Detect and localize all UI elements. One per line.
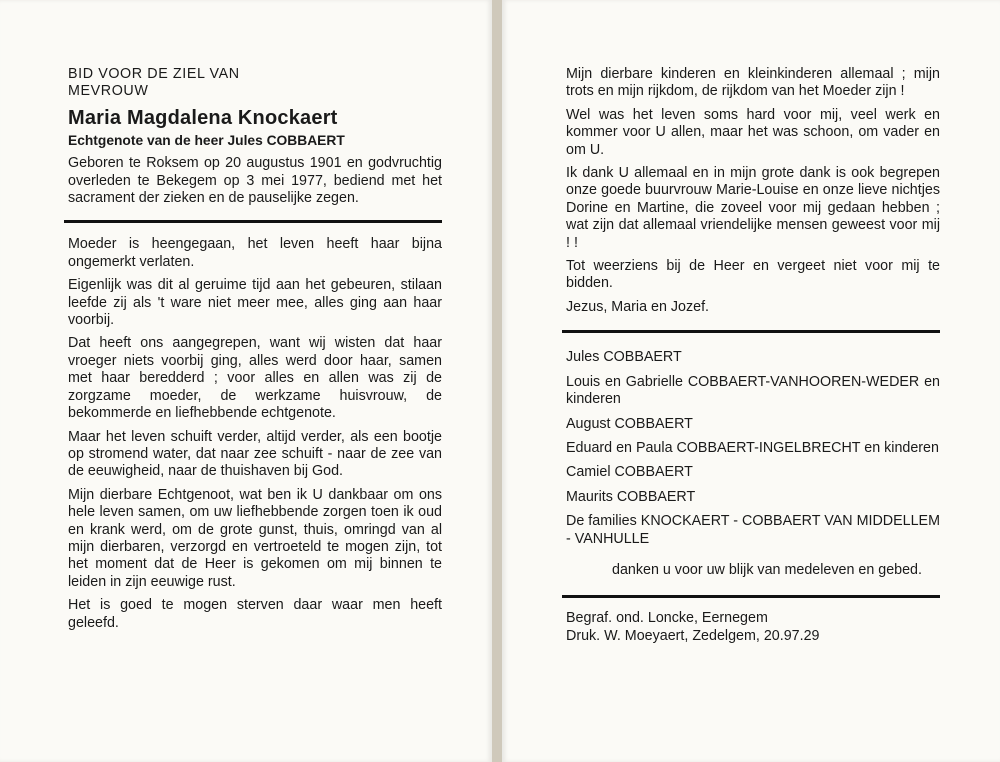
paragraph: Het is goed te mogen sterven daar waar men heeft geleefd. [68, 597, 442, 631]
paragraph: Eigenlijk was dit al geruime tijd aan het gebeuren, stilaan leefde zij als 't ware niet meer mee, alles ging aan haar voorbij. [68, 277, 442, 329]
divider-rule [562, 595, 940, 598]
paragraph: Mijn dierbare kinderen en kleinkinderen allemaal ; mijn trots en mijn rijkdom, de rijkdom van het Moeder zijn ! [566, 66, 940, 100]
left-column [68, 66, 442, 638]
right-column [566, 66, 940, 645]
family-line: August COBBAERT [566, 415, 693, 432]
family-line: Louis en Gabrielle COBBAERT-VANHOOREN-WEDER en kinderen [566, 373, 940, 408]
prayer-header: BID VOOR DE ZIEL VAN [68, 66, 240, 82]
spouse-line: Echtgenote van de heer Jules COBBAERT [68, 132, 345, 148]
paragraph: Dat heeft ons aangegrepen, want wij wisten dat haar vroeger niets voorbij ging, alles werd door haar, samen met haar beredderd ; voor alles en allen was zij de zorgzame moeder, de werkzame huisvrouw, de bekommerde en liefhebbende echtgenote. [68, 335, 442, 422]
paragraph: Mijn dierbare Echtgenoot, wat ben ik U dankbaar om ons hele leven samen, om uw liefhebbende zorgen toen ik oud en krank werd, om de grote gunst, thuis, omringd van al mijn dierbaren, verzorgd en vertroeteld te mogen zijn, tot het moment dat de Heer is gekomen om mij binnen te leiden in zijn eeuwige rust. [68, 486, 442, 590]
family-line: Maurits COBBAERT [566, 488, 696, 505]
paragraph: Maar het leven schuift verder, altijd verder, als een bootje op stromend water, dat naar zee schuift - naar de zee van de eeuwigheid, naar de thuishaven bij God. [68, 428, 442, 480]
funeral-director: Begraf. ond. Loncke, Eernegem [566, 610, 768, 627]
deceased-name: Maria Magdalena Knockaert [68, 106, 338, 129]
paragraph: Wel was het leven soms hard voor mij, veel werk en kommer voor U allen, maar het was schoon, om vader en om U. [566, 106, 940, 158]
family-line: Camiel COBBAERT [566, 464, 693, 481]
paragraph: Tot weerziens bij de Heer en vergeet niet voor mij te bidden. [566, 258, 940, 292]
title-mevrouw: MEVROUW [68, 83, 149, 100]
card-fold [492, 0, 502, 762]
printer-line: Druk. W. Moeyaert, Zedelgem, 20.97.29 [566, 627, 820, 644]
paragraph: Moeder is heengegaan, het leven heeft haar bijna ongemerkt verlaten. [68, 236, 442, 270]
divider-rule [562, 330, 940, 333]
birth-death-text: Geboren te Roksem op 20 augustus 1901 en godvruchtig overleden te Bekegem op 3 mei 1977, bediend met het sacrament der zieken en de pauselijke zegen. [68, 155, 442, 207]
family-line: De families KNOCKAERT - COBBAERT VAN MIDDELLEM - VANHULLE [566, 513, 940, 547]
paragraph: Ik dank U allemaal en in mijn grote dank is ook begrepen onze goede buurvrouw Marie-Louise en onze lieve nichtjes Dorine en Martine, die zoveel voor mij gedaan hebben ; wat zijn dat allemaal vriendelijke mensen geweest voor mij ! ! [566, 165, 940, 251]
paragraph: Jezus, Maria en Jozef. [566, 298, 710, 315]
family-line: Eduard en Paula COBBAERT-INGELBRECHT en kinderen [566, 439, 939, 456]
thanks-text: danken u voor uw blijk van medeleven en gebed. [612, 561, 922, 578]
divider-rule [64, 220, 442, 223]
family-line: Jules COBBAERT [566, 349, 682, 366]
